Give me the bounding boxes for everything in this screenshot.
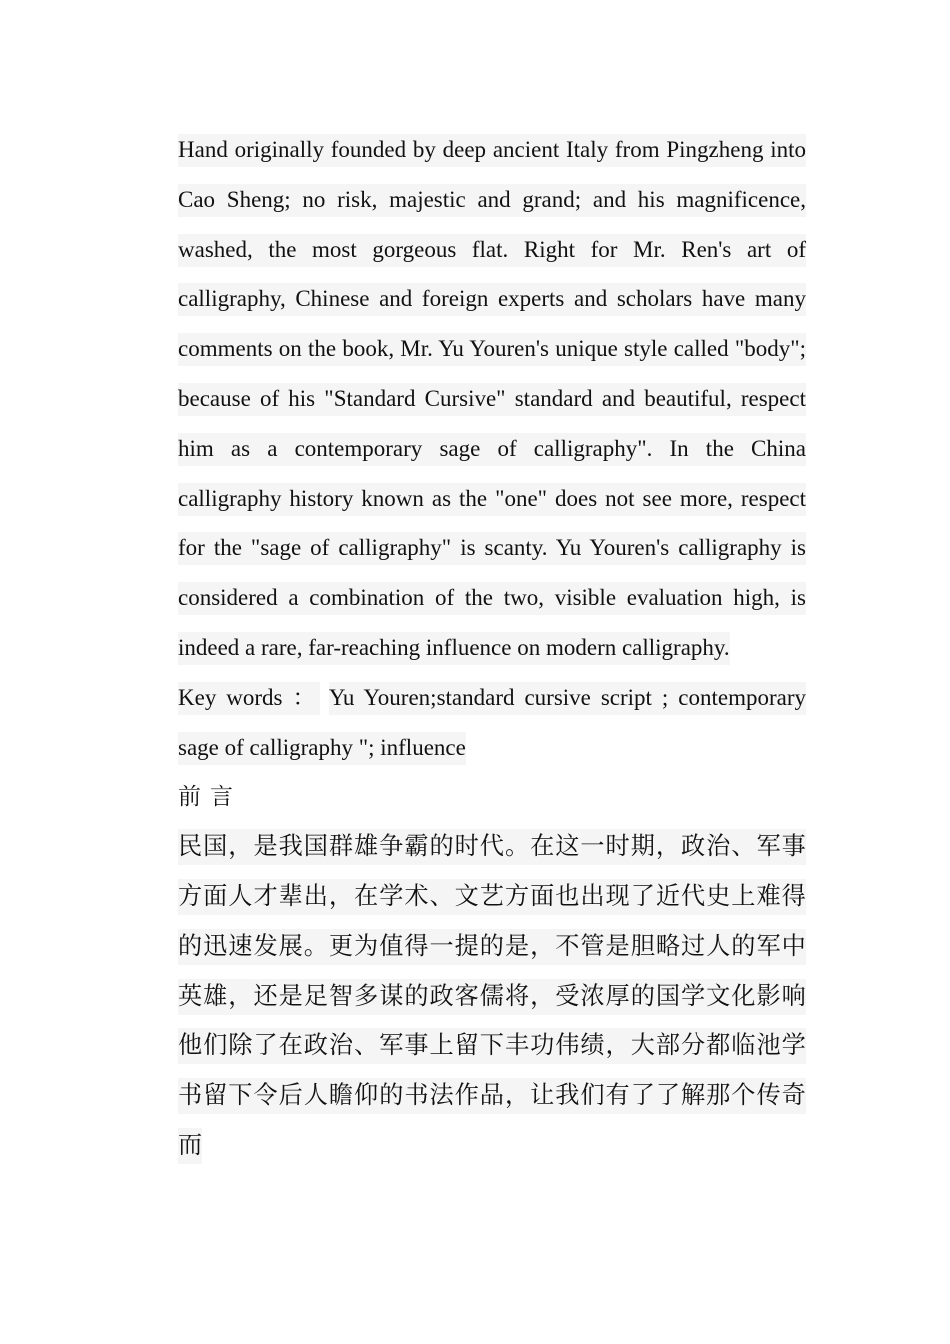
keywords-paragraph xyxy=(178,673,806,773)
preface-text: 民国，是我国群雄争霸的时代。在这一时期，政治、军事方面人才辈出，在学术、文艺方面也出现了近代史上难得的迅速发展。更为值得一提的是，不管是胆略过人的军中英雄，还是足智多谋的政客儒将，受浓厚的国学文化影响他们除了在政治、军事上留下丰功伟绩，大部分都临池学书留下令后人瞻仰的书法作品，让我们有了了解那个传奇而 xyxy=(178,829,806,1164)
abstract-text: Hand originally founded by deep ancient Italy from Pingzheng into Cao Sheng; no risk, majestic and grand; and his magnificence, washed, the most gorgeous flat. Right for Mr. Ren's art of calligraphy, Chinese and foreign experts and scholars have many comments on the book, Mr. Yu Youren's unique style called "body"; because of his "Standard Cursive" standard and beautiful, respect him as a contemporary sage of calligraphy". In the China calligraphy history known as the "one" does not see more, respect for the "sage of calligraphy" is scanty. Yu Youren's calligraphy is considered a combination of the two, visible evaluation high, is indeed a rare, far-reaching influence on modern calligraphy. xyxy=(178,134,806,665)
document-page xyxy=(178,125,806,1171)
preface-paragraph xyxy=(178,822,806,1171)
preface-heading: 前言 xyxy=(178,784,242,810)
keywords-label: Key words ： xyxy=(178,682,320,715)
english-abstract xyxy=(178,125,806,673)
keywords-text: Yu Youren;standard cursive script ; contemporary sage of calligraphy "; influence xyxy=(178,682,806,765)
